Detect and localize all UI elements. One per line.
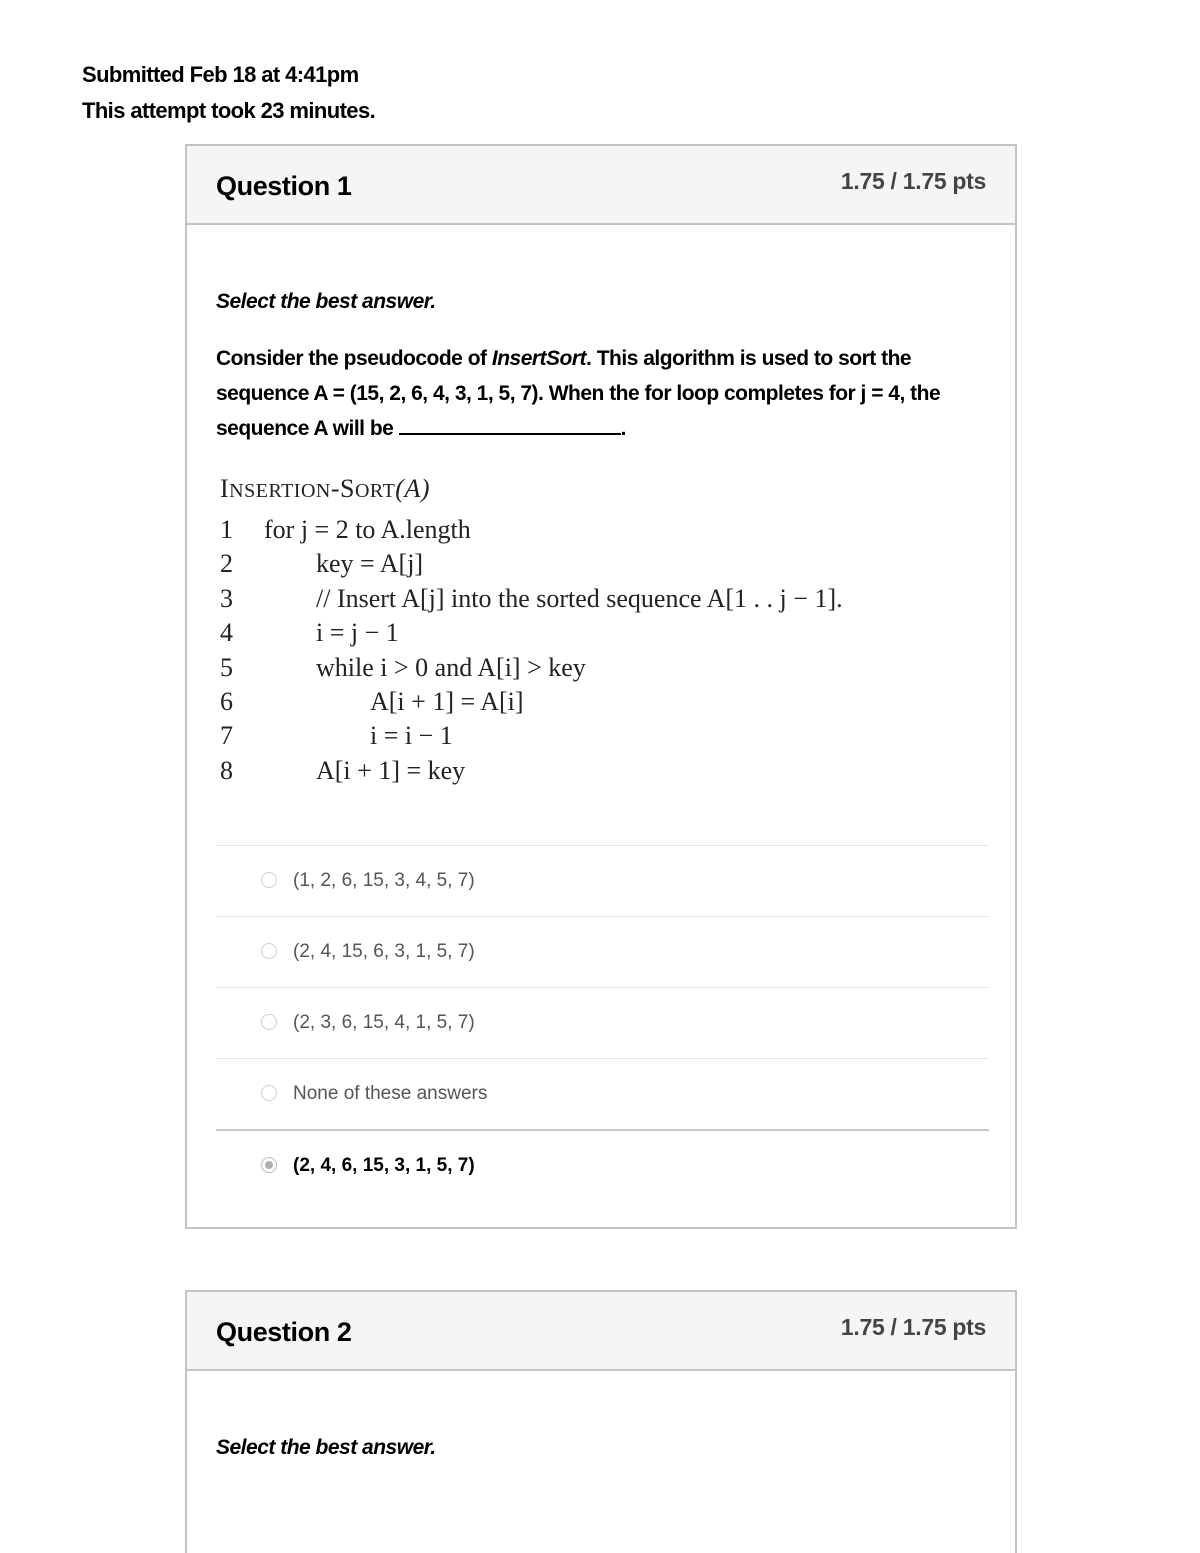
answer-choice[interactable]: [216, 1058, 989, 1129]
radio-button[interactable]: [261, 943, 277, 959]
question-title: Question 1: [216, 171, 352, 201]
pseudocode-line: [220, 651, 586, 685]
title-part: NSERTION: [229, 480, 331, 502]
radio-button[interactable]: [261, 1085, 277, 1101]
line-number: 4: [220, 618, 233, 648]
question-instruction: Select the best answer.: [216, 290, 436, 313]
pseudocode-line: [220, 513, 471, 547]
question-points: 1.75 / 1.75 pts: [840, 168, 986, 194]
answer-choices: [216, 845, 989, 1201]
line-number: 8: [220, 755, 233, 785]
line-number: 6: [220, 686, 233, 716]
question-text-italic: InsertSort: [491, 347, 587, 370]
radio-button[interactable]: [261, 872, 277, 888]
answer-choice[interactable]: [216, 845, 989, 916]
title-part: (A): [395, 474, 430, 503]
pseudocode-title: [220, 469, 430, 513]
submission-info: [82, 60, 375, 132]
question-header: [187, 146, 1015, 225]
line-number: 3: [220, 583, 233, 613]
pseudocode-line: [220, 754, 466, 788]
choice-label: (2, 4, 6, 15, 3, 1, 5, 7): [293, 1155, 475, 1176]
pseudocode-line: [220, 582, 843, 616]
question-card-2: [185, 1290, 1017, 1553]
question-text-part: . This algorithm is used to sort the sequence A = (15, 2, 6, 4, 3, 1, 5, 7). When the for loop completes for j = 4, the sequence A will be: [216, 347, 941, 440]
line-code: // Insert A[j] into the sorted sequence A[1 . . j − 1].: [316, 583, 843, 613]
pseudocode-block: [220, 469, 843, 788]
answer-blank: [399, 415, 621, 435]
line-code: i = i − 1: [370, 721, 453, 751]
attempt-duration: This attempt took 23 minutes.: [82, 98, 376, 123]
title-part: I: [220, 474, 230, 503]
question-header: [187, 1292, 1015, 1371]
line-number: 7: [220, 721, 233, 751]
line-number: 5: [220, 652, 233, 682]
answer-choice[interactable]: [216, 987, 989, 1058]
line-code: A[i + 1] = A[i]: [370, 686, 524, 716]
answer-choice[interactable]: [216, 916, 989, 987]
choice-label: (2, 4, 15, 6, 3, 1, 5, 7): [293, 941, 475, 962]
line-code: for j = 2 to A.length: [264, 515, 471, 544]
question-instruction: Select the best answer.: [216, 1436, 436, 1459]
pseudocode-line: [220, 547, 430, 581]
line-number: 1: [220, 515, 233, 544]
choice-label: (2, 3, 6, 15, 4, 1, 5, 7): [293, 1012, 475, 1033]
radio-button[interactable]: [261, 1157, 277, 1173]
title-part: ORT: [354, 480, 396, 502]
line-code: A[i + 1] = key: [316, 755, 466, 785]
question-title: Question 2: [216, 1317, 352, 1347]
question-card-1: [185, 144, 1017, 1229]
question-text-end: .: [620, 417, 627, 440]
choice-label: None of these answers: [293, 1083, 488, 1104]
choice-label: (1, 2, 6, 15, 3, 4, 5, 7): [293, 870, 475, 891]
pseudocode-line: [220, 616, 430, 650]
question-text-part: Consider the pseudocode of: [216, 347, 492, 370]
radio-button[interactable]: [261, 1014, 277, 1030]
line-code: while i > 0 and A[i] > key: [316, 652, 586, 682]
line-number: 2: [220, 549, 233, 579]
line-code: i = j − 1: [316, 618, 399, 648]
pseudocode-line: [220, 685, 524, 719]
title-part: -S: [330, 474, 355, 503]
question-text: [216, 341, 991, 446]
line-code: key = A[j]: [316, 549, 424, 579]
submitted-time: Submitted Feb 18 at 4:41pm: [82, 62, 359, 87]
question-points: 1.75 / 1.75 pts: [840, 1314, 986, 1340]
answer-choice[interactable]: [216, 1129, 989, 1201]
pseudocode-line: [220, 719, 453, 753]
